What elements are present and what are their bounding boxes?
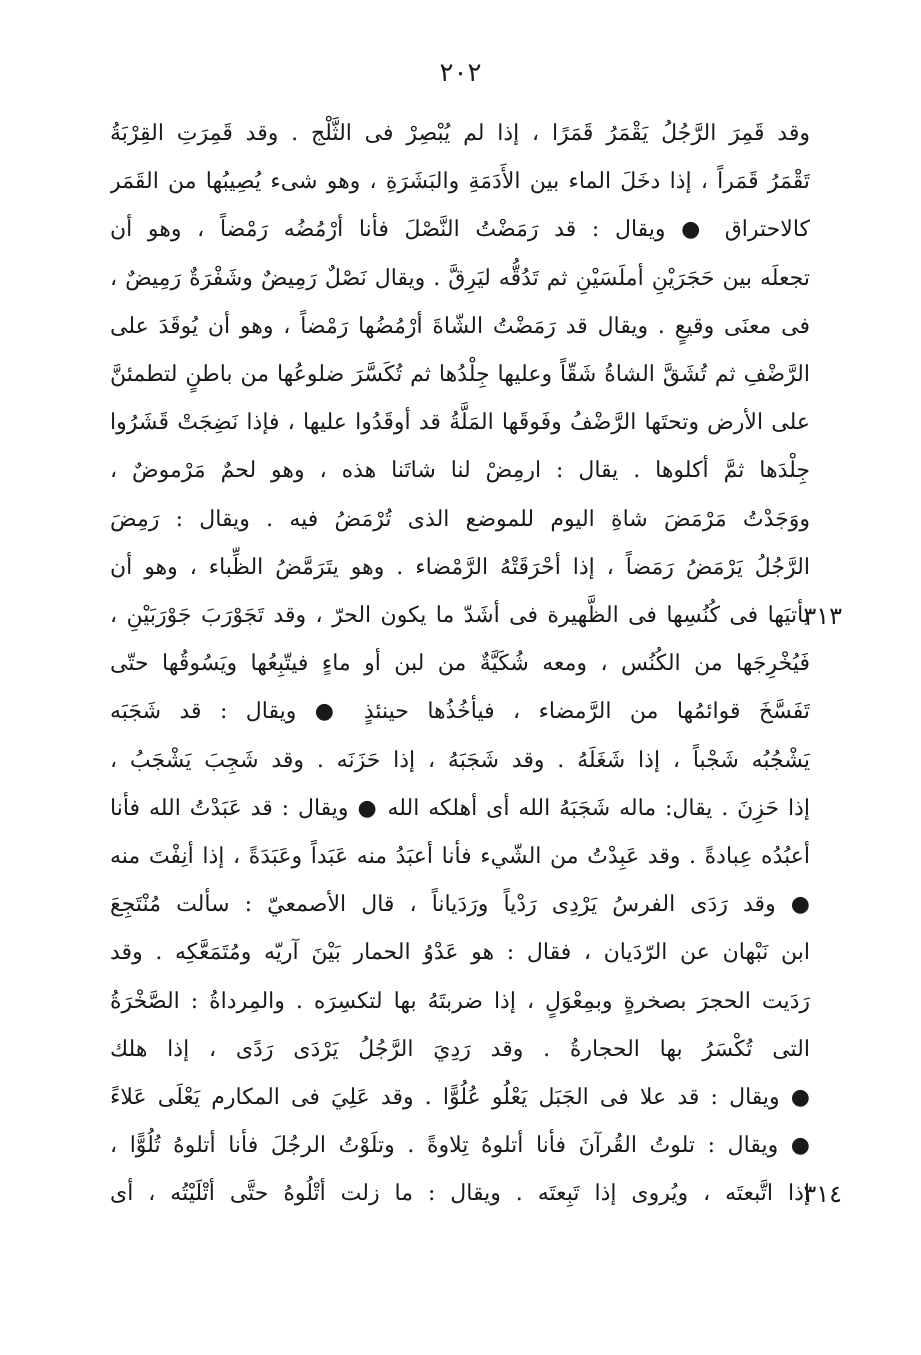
text-line: جِلْدَها ثمَّ أكلوها . يقال : ارمِضْ لنا شاتَنا هذه ، وهو لحمٌ مَرْموضٌ ،: [110, 458, 810, 484]
text-line: وقد قَمِرَ الرَّجُلُ يَقْمَرُ قَمَرًا ، إذا لم يُبْصِرْ فى الثَّلْج . وقد قَمِرَتِ القِرْبَةُ: [110, 121, 810, 146]
text-line: يَشْجُبُه شَجْباً ، إذا شَغَلَهُ . وقد شَجَبَهُ ، إذا حَزَنَه . وقد شَجِبَ يَشْجَبُ ،: [110, 747, 810, 773]
text-line: ابن نَبْهان عن الرّدَيان ، فقال : هو عَدْوُ الحمار بَيْنَ آريّه ومُتَمَعَّكِه . وقد: [110, 940, 810, 966]
text-line: ● وقد رَدَى الفرسُ يَرْدِى رَدْياً ورَدَياناً ، قال الأصمعيّ : سألت مُنْتَجِعَ: [110, 892, 810, 918]
text-line: إذا اتَّبعتَه ، ويُروى إذا تَبِعتَه . ويقال : ما زلت أتْلُوهُ حتَّى أتْلَيْتُه ، أى: [110, 1181, 810, 1207]
text-line: فى معنَى وقيعٍ . ويقال قد رَمَضْتُ الشّاةَ أرْمُضُها رَمْضاً ، وهو أن يُوقَدَ على: [110, 313, 810, 339]
text-line: ● ويقال : قد علا فى الجَبَل يَعْلُو عُلُوًّا . وقد عَلِيَ فى المكارم يَعْلَى عَلاءً: [110, 1085, 810, 1110]
text-line: الرَّجُلُ يَرْمَضُ رَمَضاً ، إذا أحْرَقَتْهُ الرَّمْضاء . وهو يتَرَمَّضُ الظِّباء ، وهو أن: [110, 554, 810, 580]
margin-number: ٣١٣: [803, 602, 842, 630]
text-line: تَفَسَّخَ قوائمُها من الرَّمضاء ، فيأخُذُها حينئذٍ ● ويقال : قد شَجَبَه: [110, 699, 810, 725]
text-line: ● ويقال : تلوتُ القُرآنَ فأنا أتلوهُ تِلاوةً . وتلَوْتُ الرجُلَ فأنا أتلوهُ تُلُوًّا ،: [110, 1133, 810, 1159]
text-line: تجعلَه بين حَجَرَيْنِ أملَسَيْنِ ثم تَدُقُّه ليَرِقَّ . ويقال نَصْلٌ رَمِيضٌ وشَفْرَةٌ رَمِيضٌ ،: [110, 265, 810, 291]
margin-number: ٣١٤: [803, 1180, 842, 1209]
text-line: ووَجَدْتُ مَرْمَضَ شاةِ اليوم للموضع الذى تُرْمَضُ فيه . ويقال : رَمِضَ: [110, 506, 810, 532]
text-line: أعبُدُه عِبادةً . وقد عَبِدْتُ من الشّيء فأنا أعبَدُ منه عَبَداً وعَبَدَةً ، إذا أنِفْتَ منه: [110, 844, 810, 869]
text-line: إذا حَزِنَ . يقال: ماله شَجَبَهُ الله أى أهلكه الله ● ويقال : قد عَبَدْتُ الله فأنا: [110, 795, 810, 821]
text-line: كالاحتراق ● ويقال : قد رَمَضْتُ النَّصْلَ فأنا أرْمُضُه رَمْضاً ، وهو أن: [110, 217, 810, 243]
text-line: فَيُخْرِجَها من الكُنُس ، ومعه شُكَيَّةٌ من لبن أو ماءٍ فيتّبِعُها ويَسُوقُها حتّى: [110, 651, 810, 677]
text-line: الرَّضْفِ ثم تُشَقَّ الشاةُ شَقّاً وعليها جِلْدُها ثم تُكَسَّرَ ضلوعُها من باطنٍ لتطمئنَّ: [110, 362, 810, 387]
text-line: رَدَيت الحجرَ بصخرةٍ وبمِعْوَلٍ ، إذا ضربتَهُ بها لتكسِرَه . والمِرداةُ : الصَّخْرَةُ: [110, 988, 810, 1014]
page-number: ٢٠٢: [439, 58, 482, 88]
text-line: يأتيَها فى كُنُسِها فى الظَّهيرة فى أشَدّ ما يكون الحرّ ، وقد تَجَوْرَبَ جَوْرَبَيْنِ ،: [110, 603, 810, 628]
text-line: تَقْمَرُ قَمَراً ، إذا دخَلَ الماء بين الأَدَمَةِ والبَشَرَةِ ، وهو شىء يُصِيبُها من القَمَر: [110, 169, 810, 195]
text-line: التى تُكْسَرُ بها الحجارةُ . وقد رَدِيَ الرَّجُلُ يَرْدَى رَدًى ، إذا هلك: [110, 1036, 810, 1062]
text-line: على الأرض وتحتَها الرَّضْفُ وفَوقَها المَلَّةُ قد أوقَدُوا عليها ، فإذا نَضِجَتْ قَشَرُوا: [110, 410, 810, 436]
